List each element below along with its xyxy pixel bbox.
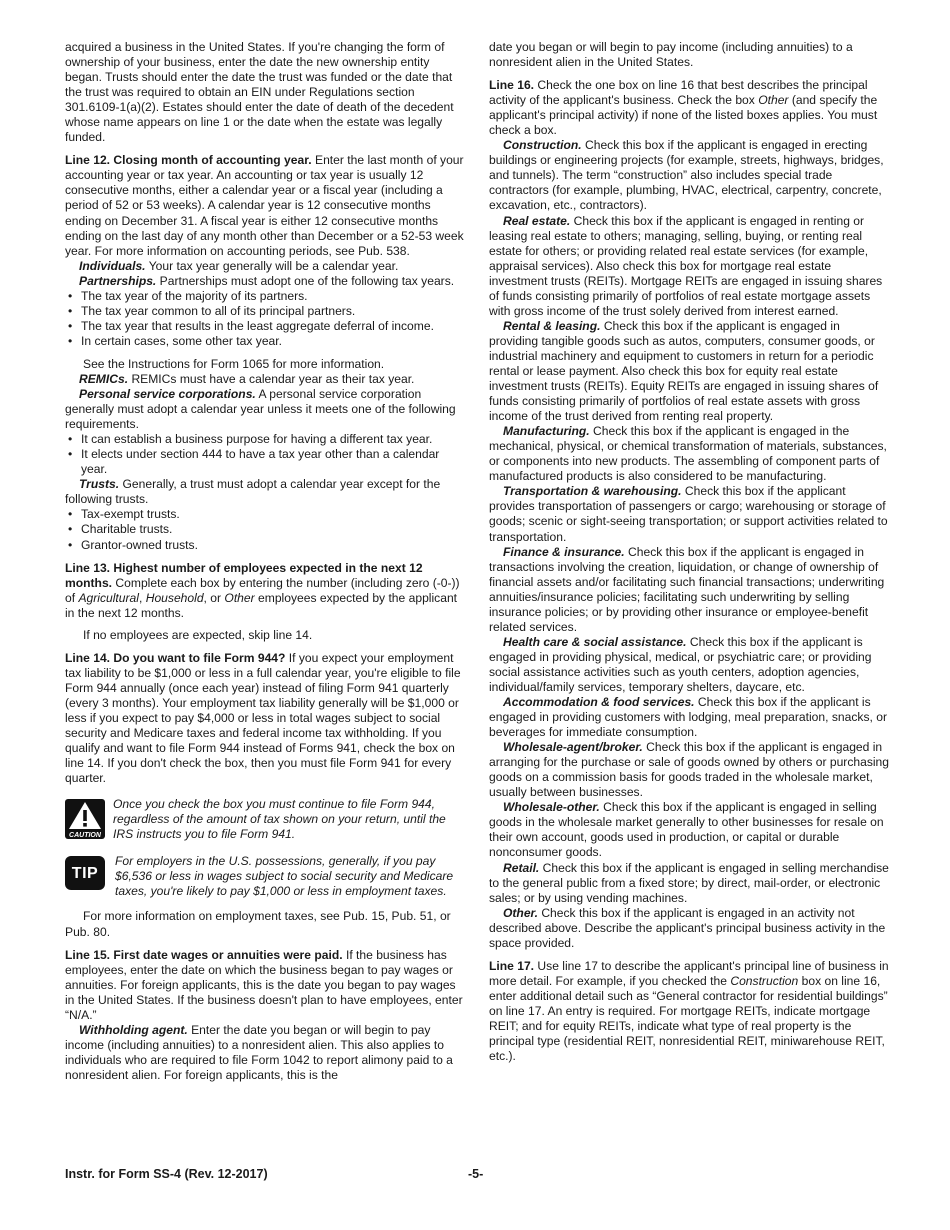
category-body: Check this box if the applicant is engaged in transactions involving the creation, liquidation, or change of ownership of financial assets and/or facilitating such financial transactions; underwriting annuities/insurance policies; facilitating such underwriting by selling insurance policies; or by providing other insurance or employee-benefit related services.	[489, 544, 885, 634]
line-16-other: Other	[758, 93, 789, 108]
line-13-agricultural: Agricultural	[78, 590, 139, 605]
category-heading: Construction.	[503, 138, 582, 153]
remics-para	[65, 372, 465, 387]
caution-icon	[65, 799, 107, 839]
list-item: • It elects under section 444 to have a tax year other than a calendar year.	[65, 447, 465, 477]
caution-note	[65, 797, 465, 842]
category-body: Check this box if the applicant is engaged in an activity not described above. Describe the applicant's principal business activity in the space provided.	[489, 905, 886, 950]
line-17-body-b: box on line 16, enter additional detail such as “General contractor for residential buildings” on line 17. An entry is required. For mortgage REITs, indicate mortgage REIT; and for equity REITs, indicate what type of real property is the principal type (residential REIT, nonresidential REIT, miniwarehouse REIT, etc.).	[489, 973, 888, 1064]
withholding-agent-heading: Withholding agent.	[79, 1022, 188, 1037]
caution-label: CAUTION	[69, 832, 101, 840]
category-body: Check this box if the applicant is engaged in providing tangible goods such as autos, computers, consumer goods, or industrial machinery and equipment to customers in return for a periodic rental or lease payment. Also check this box for equity real estate investment trusts (REITs). Equity REITs are engaged in issuing shares of funds consisting primarily of portfolios of real estate assets with gross income of the trust derived from renting real property.	[489, 318, 879, 424]
list-item: • Charitable trusts.	[65, 522, 465, 537]
tip-icon	[65, 856, 107, 890]
line-17-section	[489, 959, 889, 1064]
individuals-body: Your tax year generally will be a calendar year.	[148, 258, 399, 273]
category-body: Check this box if the applicant is engaged in the mechanical, physical, or chemical transformation of materials, substances, or components into new products. The assembling of component parts of manufactured products is also considered to be manufacturing.	[489, 424, 887, 484]
category-body: Check this box if the applicant is engaged in selling goods in the wholesale market generally to other businesses for resale on their own account, goods used in production, or capital or durable nonconsumer goods.	[489, 800, 884, 860]
category-heading: Retail.	[503, 860, 540, 875]
category-health-care	[489, 635, 889, 695]
partnerships-para	[65, 274, 465, 289]
individuals-heading: Individuals.	[79, 258, 146, 273]
category-heading: Real estate.	[503, 213, 571, 228]
line-13-comma: ,	[138, 590, 143, 605]
category-body: Check this box if the applicant is engaged in renting or leasing real estate to others; managing, selling, buying, or renting real estate for others; or providing related real estate services (for example, appraisal services). Also check this box for mortgage real estate investment trusts (REITs). Mortgage REITs are engaged in issuing shares of funds consisting primarily of portfolios of real estate mortgage assets with gross income of the trust solely derived from interest earned.	[489, 213, 883, 318]
list-item: • Tax-exempt trusts.	[65, 507, 465, 522]
list-item: • The tax year of the majority of its partners.	[65, 289, 465, 304]
remics-body: REMICs must have a calendar year as their tax year.	[131, 371, 415, 386]
caution-text: Once you check the box you must continue to file Form 944, regardless of the amount of tax shown on your return, until the IRS instructs you to file Form 941.	[113, 797, 446, 842]
line-17-heading: Line 17.	[489, 958, 535, 973]
line-14-section	[65, 651, 465, 786]
line-13-skip: If no employees are expected, skip line 14.	[83, 627, 313, 642]
right-column	[489, 40, 889, 1064]
category-accommodation	[489, 695, 889, 740]
category-wholesale-agent	[489, 740, 889, 800]
trusts-para	[65, 477, 465, 507]
remics-heading: REMICs.	[79, 371, 129, 386]
category-heading: Accommodation & food services.	[503, 695, 695, 710]
psc-list	[65, 432, 465, 477]
left-column	[65, 40, 465, 1083]
list-item: • In certain cases, some other tax year.	[65, 334, 465, 349]
category-transportation	[489, 484, 889, 544]
category-heading: Wholesale-agent/broker.	[503, 740, 643, 755]
withholding-agent-para	[65, 1023, 465, 1083]
partnerships-see: See the Instructions for Form 1065 for more information.	[83, 356, 385, 371]
category-heading: Wholesale-other.	[503, 800, 600, 815]
category-body: Check this box if the applicant is engaged in providing customers with lodging, meal preparation, snacks, or beverages for immediate consumption.	[489, 695, 887, 740]
line-16-body-b: (and specify the applicant's principal activity) if none of the listed boxes applies. You must check a box.	[489, 93, 878, 138]
line-16-body-a: Check the one box on line 16 that best describes the principal activity of the applicant's business. Check the box	[489, 78, 868, 108]
line-13-other: Other	[224, 590, 255, 605]
line-12-heading: Line 12. Closing month of accounting year.	[65, 153, 312, 168]
line-17-construction: Construction	[730, 973, 799, 988]
category-body: Check this box if the applicant is engaged in erecting buildings or engineering projects (for example, streets, highways, bridges, and tunnels). The term “construction” also includes special trade contractors (for example, plumbing, HVAC, electrical, carpentry, concrete, excavation, etc., contractors).	[489, 138, 884, 213]
psc-body: A personal service corporation generally must adopt a calendar year unless it meets one of the following requirements.	[65, 387, 456, 432]
paragraph-continued: acquired a business in the United States. If you're changing the form of ownership of your business, enter the date the new ownership entity began. Trusts should enter the date the trust was funded or the date that the trust was required to obtain an EIN under Regulations section 301.6109-1(a)(2). Estates should enter the date of death of the decedent whose name appears on line 1 or the date when the estate was legally funded.	[65, 40, 454, 145]
category-heading: Transportation & warehousing.	[503, 484, 682, 499]
list-item: • The tax year that results in the least aggregate deferral of income.	[65, 319, 465, 334]
line-15-heading: Line 15. First date wages or annuities were paid.	[65, 947, 343, 962]
category-finance	[489, 545, 889, 635]
line-12-section	[65, 153, 465, 258]
category-heading: Rental & leasing.	[503, 318, 601, 333]
list-item: • Grantor-owned trusts.	[65, 538, 465, 553]
category-body: Check this box if the applicant is engaged in arranging for the purchase or sale of goods owned by others or purchasing goods on a commission basis for goods traded in the wholesale market, usually between businesses.	[489, 740, 890, 800]
category-body: Check this box if the applicant provides transportation of passengers or cargo; warehousing or storage of goods; scenic or sight-seeing transportation; or support activities related to transportation.	[489, 484, 888, 544]
tip-note	[65, 854, 465, 899]
partnerships-list	[65, 289, 465, 349]
category-real-estate	[489, 214, 889, 319]
partnerships-body: Partnerships must adopt one of the following tax years.	[159, 273, 455, 288]
category-wholesale-other	[489, 800, 889, 860]
psc-heading: Personal service corporations.	[79, 387, 256, 402]
trusts-list	[65, 507, 465, 552]
form-reference: Instr. for Form SS-4 (Rev. 12-2017)	[65, 1167, 268, 1181]
list-item: • The tax year common to all of its principal partners.	[65, 304, 465, 319]
category-heading: Health care & social assistance.	[503, 634, 687, 649]
paragraph-continued-right: date you began or will begin to pay income (including annuities) to a nonresident alien in the United States.	[489, 40, 853, 70]
partnerships-heading: Partnerships.	[79, 273, 157, 288]
page-footer	[65, 1167, 885, 1187]
line-14-heading: Line 14. Do you want to file Form 944?	[65, 650, 286, 665]
category-rental-leasing	[489, 319, 889, 424]
line-13-household: Household	[145, 590, 204, 605]
employment-more-info: For more information on employment taxes, see Pub. 15, Pub. 51, or Pub. 80.	[65, 909, 451, 939]
category-other	[489, 906, 889, 951]
category-body: Check this box if the applicant is engaged in providing physical, medical, or psychiatric care; or providing social assistance activities such as youth centers, adoption agencies, individual/family services, temporary shelters, daycare, etc.	[489, 634, 872, 694]
line-15-section	[65, 948, 465, 1023]
tip-text: For employers in the U.S. possessions, generally, if you pay $6,536 or less in wages subject to social security and Medicare taxes, you're likely to pay $1,000 or less in employment taxes.	[115, 854, 454, 899]
line-12-body: Enter the last month of your accounting year or tax year. An accounting or tax year is usually 12 consecutive months, either a calendar year or a fiscal year (including a period of 52 or 53 weeks). A calendar year is 12 consecutive months ending on December 31. A fiscal year is either 12 consecutive months ending on the last day of any month other than December or a 52-53 week year. For more information on accounting periods, see Pub. 538.	[65, 153, 464, 258]
line-13-or: , or	[203, 590, 222, 605]
tip-label: TIP	[71, 864, 99, 882]
line-17-body-a: Use line 17 to describe the applicant's principal line of business in more detail. For example, if you checked the	[489, 958, 889, 988]
line-16-heading: Line 16.	[489, 78, 535, 93]
category-heading: Other.	[503, 905, 538, 920]
trusts-body: Generally, a trust must adopt a calendar year except for the following trusts.	[65, 477, 441, 507]
line-13-section	[65, 561, 465, 621]
trusts-heading: Trusts.	[79, 477, 120, 492]
line-14-body: If you expect your employment tax liability to be $1,000 or less in a full calendar year, you're eligible to file Form 944 annually (once each year) instead of filing Form 941 quarterly (every 3 months). Your employment tax liability generally will be $1,000 or less if you expect to pay $4,000 or less in total wages subject to social security and Medicare taxes and federal income tax withholding. If you qualify and want to file Form 944 instead of Forms 941, check the box on line 14. If you don't check the box, then you must file Form 941 for every quarter.	[65, 650, 461, 786]
category-body: Check this box if the applicant is engaged in selling merchandise to the general public from a fixed store; by direct, mail-order, or electronic sales; or by using vending machines.	[489, 860, 889, 905]
individuals-para	[65, 259, 465, 274]
line-16-section	[489, 78, 889, 138]
psc-para	[65, 387, 465, 432]
page-number: -5-	[468, 1167, 484, 1181]
list-item: • It can establish a business purpose for having a different tax year.	[65, 432, 465, 447]
category-manufacturing	[489, 424, 889, 484]
line-15-body: If the business has employees, enter the date on which the business began to pay wages or annuities. For foreign applicants, this is the date you began to pay wages in the United States. If the business doesn't plan to have employees, enter “N/A.”	[65, 947, 463, 1022]
category-heading: Finance & insurance.	[503, 544, 625, 559]
category-retail	[489, 861, 889, 906]
line-13-body-b: employees expected by the applicant in the next 12 months.	[65, 590, 458, 620]
category-construction	[489, 138, 889, 213]
line-13-heading: Line 13. Highest number of employees expected in the next 12 months.	[65, 560, 423, 590]
withholding-agent-body: Enter the date you began or will begin to pay income (including annuities) to a nonresident alien. This also applies to individuals who are required to file Form 1042 to report alimony paid to a nonresident alien. For foreign applicants, this is the	[65, 1022, 453, 1082]
line-13-body-a: Complete each box by entering the number (including zero (-0-)) of	[65, 575, 460, 605]
category-heading: Manufacturing.	[503, 424, 590, 439]
